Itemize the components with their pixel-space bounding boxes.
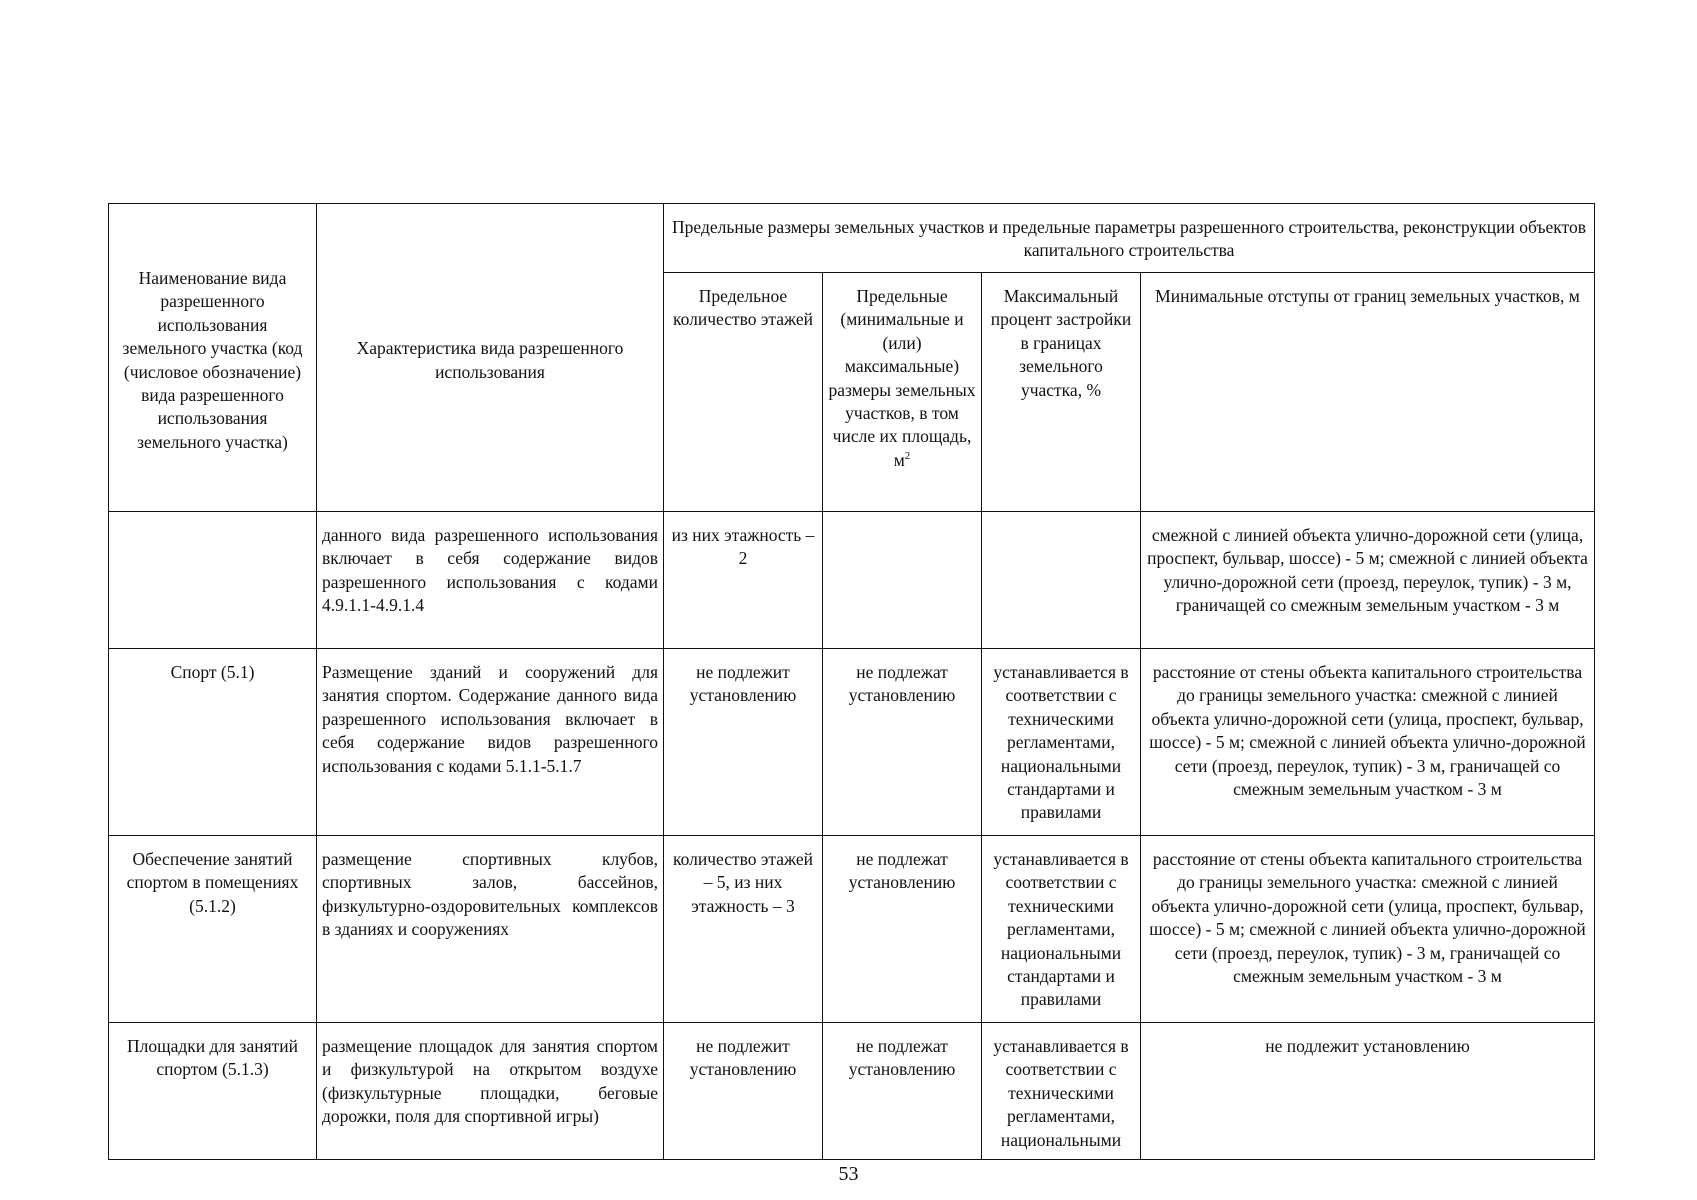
coverage-cell	[982, 512, 1141, 649]
header-plot-size-sup: 2	[904, 450, 911, 463]
page-number: 53	[838, 1163, 859, 1185]
header-min-setbacks: Минимальные отступы от границ земельных участков, м	[1141, 273, 1595, 512]
usage-name-cell: Спорт (5.1)	[109, 649, 317, 836]
usage-name-cell	[109, 512, 317, 649]
plot-size-cell	[823, 512, 982, 649]
floors-cell: из них этажность – 2	[664, 512, 823, 649]
plot-size-cell: не подлежат установлению	[823, 1023, 982, 1160]
plot-size-cell: не подлежат установлению	[823, 836, 982, 1023]
header-plot-size-text: Предельные (минимальные и (или) максимальные) размеры земельных участков, в том числе их площадь, м	[828, 286, 976, 470]
floors-cell: не подлежит установлению	[664, 1023, 823, 1160]
plot-size-cell: не подлежат установлению	[823, 649, 982, 836]
coverage-cell: устанавливается в соответствии с техническими регламентами, национальными стандартами и правилами	[982, 836, 1141, 1023]
usage-name-cell: Площадки для занятий спортом (5.1.3)	[109, 1023, 317, 1160]
header-max-coverage: Максимальный процент застройки в границах земельного участка, %	[982, 273, 1141, 512]
header-usage-name: Наименование вида разрешенного использования земельного участка (код (числовое обозначение) вида разрешенного использования земельного участка)	[109, 204, 317, 512]
header-plot-size	[823, 273, 982, 512]
usage-description-cell: Размещение зданий и сооружений для занятия спортом. Содержание данного вида разрешенного использования включает в себя содержание видов разрешенного использования с кодами 5.1.1-5.1.7	[317, 649, 664, 836]
header-max-floors: Предельное количество этажей	[664, 273, 823, 512]
header-limits-group: Предельные размеры земельных участков и предельные параметры разрешенного строительства, реконструкции объектов капитального строительства	[664, 204, 1595, 273]
usage-name-cell: Обеспечение занятий спортом в помещениях (5.1.2)	[109, 836, 317, 1023]
zoning-parameters-table	[108, 203, 1595, 1160]
header-row	[109, 204, 1595, 273]
header-usage-description: Характеристика вида разрешенного использования	[317, 204, 664, 512]
usage-description-cell: размещение спортивных клубов, спортивных залов, бассейнов, физкультурно-оздоровительных комплексов в зданиях и сооружениях	[317, 836, 664, 1023]
usage-description-cell: данного вида разрешенного использования включает в себя содержание видов разрешенного использования с кодами 4.9.1.1-4.9.1.4	[317, 512, 664, 649]
floors-cell: количество этажей – 5, из них этажность – 3	[664, 836, 823, 1023]
table-row	[109, 1023, 1595, 1160]
setbacks-cell: смежной с линией объекта улично-дорожной сети (улица, проспект, бульвар, шоссе) - 5 м; смежной с линией объекта улично-дорожной сети (проезд, переулок, тупик) - 3 м, граничащей со смежным земельным участком - 3 м	[1141, 512, 1595, 649]
setbacks-cell: расстояние от стены объекта капитального строительства до границы земельного участка: смежной с линией объекта улично-дорожной сети (улица, проспект, бульвар, шоссе) - 5 м; смежной с линией объекта улично-дорожной сети (проезд, переулок, тупик) - 3 м, граничащей со смежным земельным участком - 3 м	[1141, 649, 1595, 836]
table-row	[109, 512, 1595, 649]
table-row	[109, 836, 1595, 1023]
floors-cell: не подлежит установлению	[664, 649, 823, 836]
coverage-cell: устанавливается в соответствии с техническими регламентами, национальными	[982, 1023, 1141, 1160]
setbacks-cell: не подлежит установлению	[1141, 1023, 1595, 1160]
setbacks-cell: расстояние от стены объекта капитального строительства до границы земельного участка: смежной с линией объекта улично-дорожной сети (улица, проспект, бульвар, шоссе) - 5 м; смежной с линией объекта улично-дорожной сети (проезд, переулок, тупик) - 3 м, граничащей со смежным земельным участком - 3 м	[1141, 836, 1595, 1023]
coverage-cell: устанавливается в соответствии с техническими регламентами, национальными стандартами и правилами	[982, 649, 1141, 836]
usage-description-cell: размещение площадок для занятия спортом и физкультурой на открытом воздухе (физкультурные площадки, беговые дорожки, поля для спортивной игры)	[317, 1023, 664, 1160]
table-row	[109, 649, 1595, 836]
